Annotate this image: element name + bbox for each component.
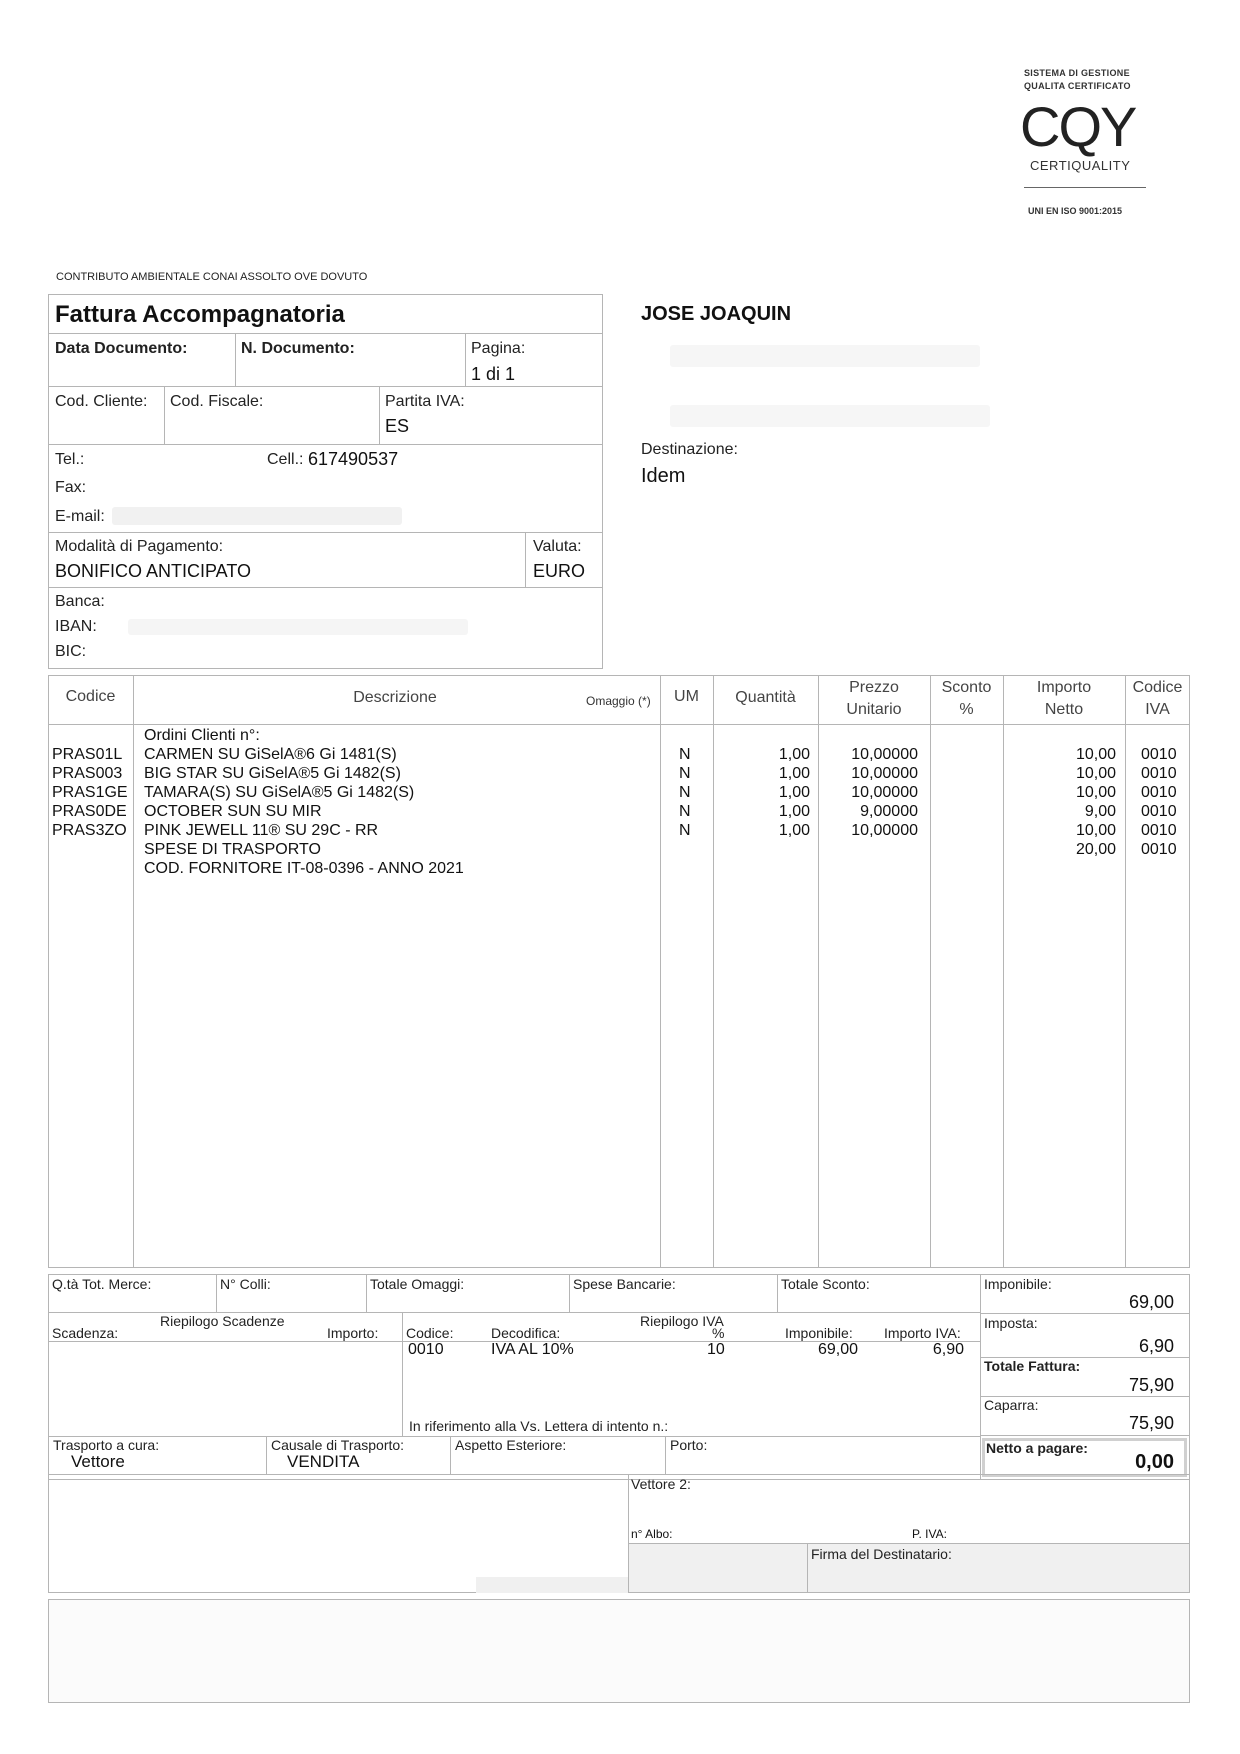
destinazione-label: Destinazione: xyxy=(641,441,738,458)
porto-label: Porto: xyxy=(670,1437,708,1453)
imposta-value: 6,90 xyxy=(1138,1336,1174,1356)
table-row xyxy=(0,803,1240,822)
caparra-value: 75,90 xyxy=(1128,1413,1174,1433)
doc-title: Fattura Accompagnatoria xyxy=(55,301,345,328)
col-header-prezzo-1: Prezzo xyxy=(849,679,899,696)
row-price: 10,00000 xyxy=(851,765,918,782)
cod-cliente-label: Cod. Cliente: xyxy=(55,393,148,410)
scadenza-label: Scadenza: xyxy=(52,1325,119,1341)
iva-row xyxy=(0,1341,1000,1361)
row-iva: 0010 xyxy=(1141,822,1177,839)
fax-label: Fax: xyxy=(55,479,87,496)
row-price: 10,00000 xyxy=(851,784,918,801)
pagamento-value: BONIFICO ANTICIPATO xyxy=(55,561,252,581)
importo-iva-label: Importo IVA: xyxy=(884,1325,961,1341)
partita-iva-value: ES xyxy=(385,416,410,436)
row-code: PRAS0DE xyxy=(52,803,127,820)
firma-label: Firma del Destinatario: xyxy=(811,1546,952,1562)
imposta-label: Imposta: xyxy=(984,1315,1038,1331)
cell-label: Cell.: xyxy=(267,451,304,468)
pagamento-label: Modalità di Pagamento: xyxy=(55,538,224,555)
logo-standard: UNI EN ISO 9001:2015 xyxy=(1028,206,1123,216)
row-code: PRAS1GE xyxy=(52,784,128,801)
row-code: PRAS01L xyxy=(52,746,123,763)
trasporto-label: Trasporto a cura: xyxy=(53,1437,160,1453)
table-row xyxy=(0,765,1240,784)
row-um: N xyxy=(679,746,691,763)
cod-fiscale-label: Cod. Fiscale: xyxy=(170,393,264,410)
row-um: N xyxy=(679,822,691,839)
col-header-codice-iva-2: IVA xyxy=(1145,701,1170,718)
email-label: E-mail: xyxy=(55,508,105,525)
valuta-label: Valuta: xyxy=(533,538,582,555)
iva-row-codice: 0010 xyxy=(408,1341,444,1358)
tot-sconto-label: Totale Sconto: xyxy=(781,1276,870,1292)
row-desc: OCTOBER SUN SU MIR xyxy=(144,803,322,820)
iva-row-importo: 6,90 xyxy=(932,1341,964,1358)
row-desc: COD. FORNITORE IT-08-0396 - ANNO 2021 xyxy=(144,860,464,877)
row-price: 9,00000 xyxy=(860,803,918,820)
netto-value: 0,00 xyxy=(1135,1451,1174,1473)
col-header-quantita: Quantità xyxy=(735,689,796,706)
top-note: CONTRIBUTO AMBIENTALE CONAI ASSOLTO OVE DOVUTO xyxy=(56,271,368,283)
row-desc: TAMARA(S) SU GiSelA®5 Gi 1482(S) xyxy=(144,784,415,801)
colli-label: N° Colli: xyxy=(220,1276,271,1292)
row-qty: 1,00 xyxy=(778,784,810,801)
row-price: 10,00000 xyxy=(851,746,918,763)
row-iva: 0010 xyxy=(1141,784,1177,801)
data-documento-label: Data Documento: xyxy=(55,340,188,357)
iva-row-decodifica: IVA AL 10% xyxy=(491,1341,574,1358)
table-row xyxy=(0,822,1240,841)
notes-box xyxy=(48,1599,1190,1703)
col-header-descrizione: Descrizione xyxy=(353,689,437,706)
tel-label: Tel.: xyxy=(55,451,85,468)
aspetto-label: Aspetto Esteriore: xyxy=(455,1437,567,1453)
codice-label: Codice: xyxy=(406,1325,454,1341)
row-um: N xyxy=(679,803,691,820)
col-header-omaggio: Omaggio (*) xyxy=(586,694,651,708)
col-header-prezzo-2: Unitario xyxy=(846,701,902,718)
decodifica-label: Decodifica: xyxy=(491,1325,561,1341)
col-header-importo-2: Netto xyxy=(1044,701,1084,718)
n-documento-label: N. Documento: xyxy=(241,340,355,357)
certification-logo xyxy=(1020,68,1154,218)
table-row xyxy=(0,746,1240,765)
row-code: PRAS3ZO xyxy=(52,822,127,839)
row-um: N xyxy=(679,784,691,801)
valuta-value: EURO xyxy=(533,561,586,581)
row-desc: CARMEN SU GiSelA®6 Gi 1481(S) xyxy=(144,746,397,763)
col-header-codice-iva-1: Codice xyxy=(1132,679,1183,696)
row-desc: SPESE DI TRASPORTO xyxy=(144,841,321,858)
iban-label: IBAN: xyxy=(55,618,97,635)
importo-label: Importo: xyxy=(327,1325,379,1341)
row-amount: 10,00 xyxy=(1075,822,1116,839)
row-amount: 10,00 xyxy=(1075,784,1116,801)
riepilogo-scadenze-title: Riepilogo Scadenze xyxy=(160,1313,285,1329)
caparra-label: Caparra: xyxy=(984,1397,1039,1413)
tot-omaggi-label: Totale Omaggi: xyxy=(370,1276,465,1292)
table-row xyxy=(0,860,1240,879)
row-code: PRAS003 xyxy=(52,765,123,782)
trasporto-value: Vettore xyxy=(71,1452,125,1471)
qta-tot-label: Q.tà Tot. Merce: xyxy=(52,1276,152,1292)
causale-value: VENDITA xyxy=(287,1452,360,1471)
imponibile-label: Imponibile: xyxy=(984,1276,1052,1292)
table-row xyxy=(0,841,1240,860)
row-desc: BIG STAR SU GiSelA®5 Gi 1482(S) xyxy=(144,765,401,782)
lettera-intento: In riferimento alla Vs. Lettera di intento n.: xyxy=(409,1418,669,1434)
netto-label: Netto a pagare: xyxy=(986,1440,1088,1456)
col-header-um: UM xyxy=(674,688,699,705)
iva-row-imponibile: 69,00 xyxy=(817,1341,858,1358)
imponibile-value: 69,00 xyxy=(1128,1292,1174,1312)
albo-label: n° Albo: xyxy=(631,1527,673,1541)
row-amount: 10,00 xyxy=(1075,765,1116,782)
row-qty: 1,00 xyxy=(778,822,810,839)
vettore2-label: Vettore 2: xyxy=(631,1476,691,1492)
col-header-codice: Codice xyxy=(65,688,116,705)
col-header-importo-1: Importo xyxy=(1036,679,1092,696)
row-desc: PINK JEWELL 11® SU 29C - RR xyxy=(144,822,379,839)
row-iva: 0010 xyxy=(1141,746,1177,763)
orders-intro: Ordini Clienti n°: xyxy=(144,727,260,744)
iva-row-perc: 10 xyxy=(707,1341,725,1358)
logo-mark: CQY xyxy=(1020,95,1136,158)
pagina-value: 1 di 1 xyxy=(471,364,516,384)
totale-fattura-value: 75,90 xyxy=(1128,1375,1174,1395)
perc-label: % xyxy=(712,1325,725,1341)
spese-bancarie-label: Spese Bancarie: xyxy=(573,1276,676,1292)
table-row xyxy=(0,784,1240,803)
row-amount: 10,00 xyxy=(1075,746,1116,763)
riepilogo-iva-title: Riepilogo IVA xyxy=(640,1313,724,1329)
row-iva: 0010 xyxy=(1141,803,1177,820)
col-header-sconto-2: % xyxy=(959,701,974,718)
partita-iva-label: Partita IVA: xyxy=(385,393,465,410)
causale-label: Causale di Trasporto: xyxy=(271,1437,405,1453)
customer-name: JOSE JOAQUIN xyxy=(641,303,792,325)
row-qty: 1,00 xyxy=(778,765,810,782)
banca-label: Banca: xyxy=(55,593,105,610)
row-amount: 20,00 xyxy=(1075,841,1116,858)
pagina-label: Pagina: xyxy=(471,340,526,357)
totale-fattura-label: Totale Fattura: xyxy=(984,1358,1081,1374)
logo-line-2: QUALITA CERTIFICATO xyxy=(1024,81,1131,91)
row-iva: 0010 xyxy=(1141,765,1177,782)
bic-label: BIC: xyxy=(55,643,87,660)
imponibile-col-label: Imponibile: xyxy=(785,1325,853,1341)
row-amount: 9,00 xyxy=(1084,803,1116,820)
row-qty: 1,00 xyxy=(778,746,810,763)
cell-value: 617490537 xyxy=(308,449,399,469)
destinazione-value: Idem xyxy=(641,465,686,487)
row-qty: 1,00 xyxy=(778,803,810,820)
logo-line-1: SISTEMA DI GESTIONE xyxy=(1024,68,1130,78)
piva-label: P. IVA: xyxy=(912,1527,947,1541)
logo-brand: CERTIQUALITY xyxy=(1030,158,1131,173)
row-price: 10,00000 xyxy=(851,822,918,839)
col-header-sconto-1: Sconto xyxy=(941,679,992,696)
row-iva: 0010 xyxy=(1141,841,1177,858)
row-um: N xyxy=(679,765,691,782)
